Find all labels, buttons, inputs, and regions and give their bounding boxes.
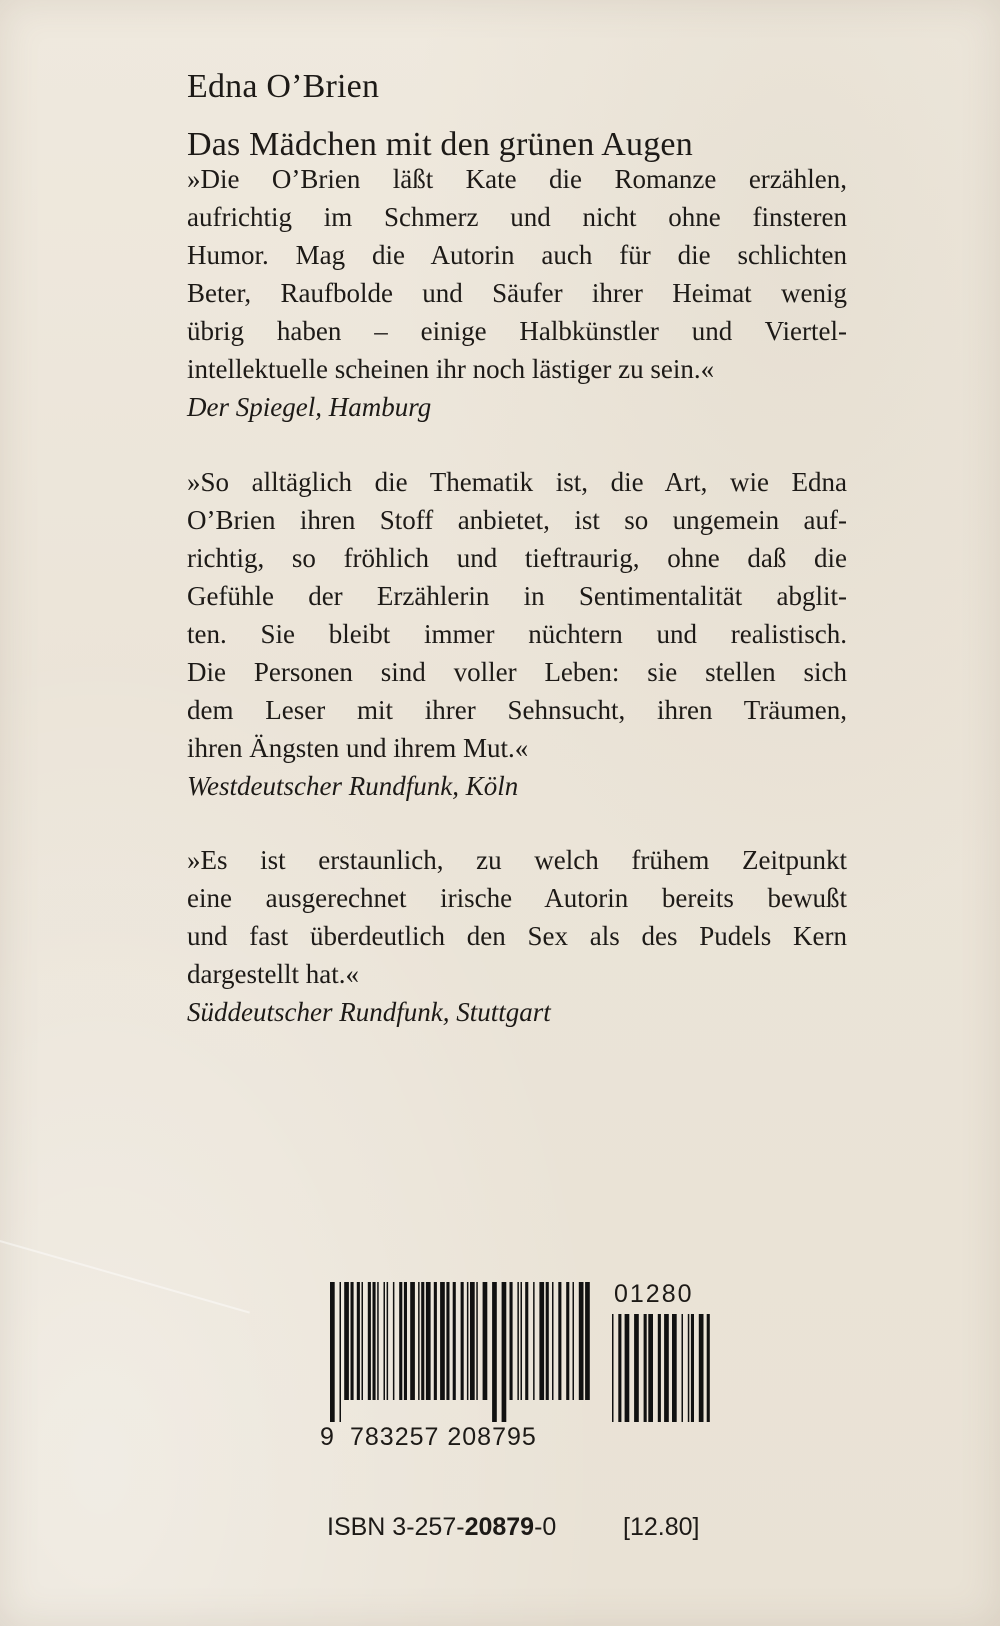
barcode-bar xyxy=(634,1314,639,1422)
barcode-bar xyxy=(344,1282,349,1400)
barcode-bar xyxy=(476,1282,478,1400)
barcode-bar xyxy=(492,1282,497,1422)
review-line: dem Leser mit ihrer Sehnsucht, ihren Träumen, xyxy=(187,695,847,725)
barcode-bar xyxy=(340,1282,342,1422)
review-line: aufrichtig im Schmerz und nicht ohne finsteren xyxy=(187,202,847,232)
barcode-digits: 783257 208795 xyxy=(350,1423,537,1451)
barcode-icon xyxy=(312,1280,762,1430)
barcode-bar xyxy=(533,1282,535,1400)
barcode-bar xyxy=(585,1282,590,1400)
barcode-bar xyxy=(393,1282,395,1400)
review-line: intellektuelle scheinen ihr noch lästiger zu sein.« xyxy=(187,354,715,384)
barcode-bar xyxy=(426,1282,431,1400)
author-name: Edna O’Brien xyxy=(187,68,380,105)
review-line: übrig haben – einige Halbkünstler und Viertel- xyxy=(187,316,847,346)
review-spiegel xyxy=(187,160,847,426)
review-line: richtig, so fröhlich und tieftraurig, ohne daß die xyxy=(187,543,847,573)
review-sdr xyxy=(187,841,847,1031)
review-source: Der Spiegel, Hamburg xyxy=(187,392,432,422)
review-line: O’Brien ihren Stoff anbietet, ist so ungemein auf- xyxy=(187,505,847,535)
barcode-bar xyxy=(404,1282,407,1400)
review-line: »Es ist erstaunlich, zu welch frühem Zeitpunkt xyxy=(187,845,847,875)
barcode-bar xyxy=(368,1282,371,1400)
barcode-bar xyxy=(362,1282,364,1400)
cover-crease xyxy=(0,1240,250,1314)
barcode-bar xyxy=(648,1314,653,1422)
review-source: Westdeutscher Rundfunk, Köln xyxy=(187,771,519,801)
review-line: ihren Ängsten und ihrem Mut.« xyxy=(187,733,529,763)
book-title: Das Mädchen mit den grünen Augen xyxy=(187,126,693,163)
barcode-bar xyxy=(387,1282,389,1400)
barcode-bar xyxy=(682,1314,684,1422)
barcode-bar xyxy=(410,1282,415,1400)
barcode-bar xyxy=(517,1282,519,1400)
barcode-bar xyxy=(546,1282,549,1400)
barcode-bar xyxy=(510,1282,513,1400)
price-tag: [12.80] xyxy=(623,1513,700,1541)
barcode-bar xyxy=(377,1282,379,1400)
review-line: »Die O’Brien läßt Kate die Romanze erzählen, xyxy=(187,164,847,194)
barcode-bar xyxy=(502,1282,507,1422)
barcode-bar xyxy=(483,1282,488,1400)
review-wdr xyxy=(187,463,847,805)
review-line: ten. Sie bleibt immer nüchtern und realistisch. xyxy=(187,619,847,649)
barcode-bar xyxy=(672,1314,677,1422)
barcode-bar xyxy=(579,1282,584,1400)
barcode-bar xyxy=(357,1282,360,1400)
barcode-bar xyxy=(384,1282,386,1400)
barcode-bar xyxy=(625,1314,630,1422)
barcode-bar xyxy=(467,1282,469,1400)
isbn-suffix: -0 xyxy=(534,1513,557,1541)
barcode-bar xyxy=(399,1282,402,1400)
isbn-number xyxy=(327,1513,556,1542)
barcode-bar xyxy=(707,1314,710,1422)
barcode-addon-number: 01280 xyxy=(614,1280,694,1308)
barcode-bar xyxy=(373,1282,376,1400)
barcode-bar xyxy=(461,1282,464,1400)
barcode-bar xyxy=(612,1314,614,1422)
barcode-bar xyxy=(330,1282,335,1422)
barcode-bar xyxy=(421,1282,424,1400)
barcode-bar xyxy=(699,1314,704,1422)
barcode-bar xyxy=(658,1314,661,1422)
review-line: Die Personen sind voller Leben: sie stellen sich xyxy=(187,657,847,687)
barcode-bar xyxy=(566,1282,569,1400)
barcode-bar xyxy=(573,1282,575,1400)
barcode-bar xyxy=(688,1314,690,1422)
barcode-bar xyxy=(453,1282,456,1400)
barcode-block xyxy=(312,1280,762,1520)
barcode-bar xyxy=(552,1282,554,1400)
review-line: »So alltäglich die Thematik ist, die Art, wie Edna xyxy=(187,467,847,497)
review-line: dargestellt hat.« xyxy=(187,959,359,989)
review-line: und fast überdeutlich den Sex als des Pudels Kern xyxy=(187,921,847,951)
barcode-bar xyxy=(446,1282,449,1400)
book-header xyxy=(187,58,907,174)
barcode-bar xyxy=(418,1282,420,1400)
isbn-bold-part: 20879 xyxy=(464,1513,535,1541)
barcode-first-digit: 9 xyxy=(320,1423,334,1451)
isbn-prefix: ISBN 3-257- xyxy=(327,1513,465,1541)
barcode-bar xyxy=(644,1314,647,1422)
barcode-bar xyxy=(664,1314,669,1422)
barcode-bar xyxy=(434,1282,437,1400)
barcode-bar xyxy=(521,1282,523,1400)
barcode-bar xyxy=(470,1282,475,1400)
review-line: Humor. Mag die Autorin auch für die schlichten xyxy=(187,240,847,270)
review-line: Gefühle der Erzählerin in Sentimentalität abglit- xyxy=(187,581,847,611)
barcode-bar xyxy=(618,1314,621,1422)
barcode-bar xyxy=(351,1282,354,1400)
barcode-bar xyxy=(558,1282,561,1400)
barcode-bar xyxy=(525,1282,528,1400)
barcode-bar xyxy=(440,1282,445,1400)
review-line: eine ausgerechnet irische Autorin bereits bewußt xyxy=(187,883,847,913)
review-source: Süddeutscher Rundfunk, Stuttgart xyxy=(187,997,551,1027)
review-line: Beter, Raufbolde und Säufer ihrer Heimat wenig xyxy=(187,278,847,308)
barcode-bar xyxy=(539,1282,544,1400)
barcode-bar xyxy=(691,1314,694,1422)
